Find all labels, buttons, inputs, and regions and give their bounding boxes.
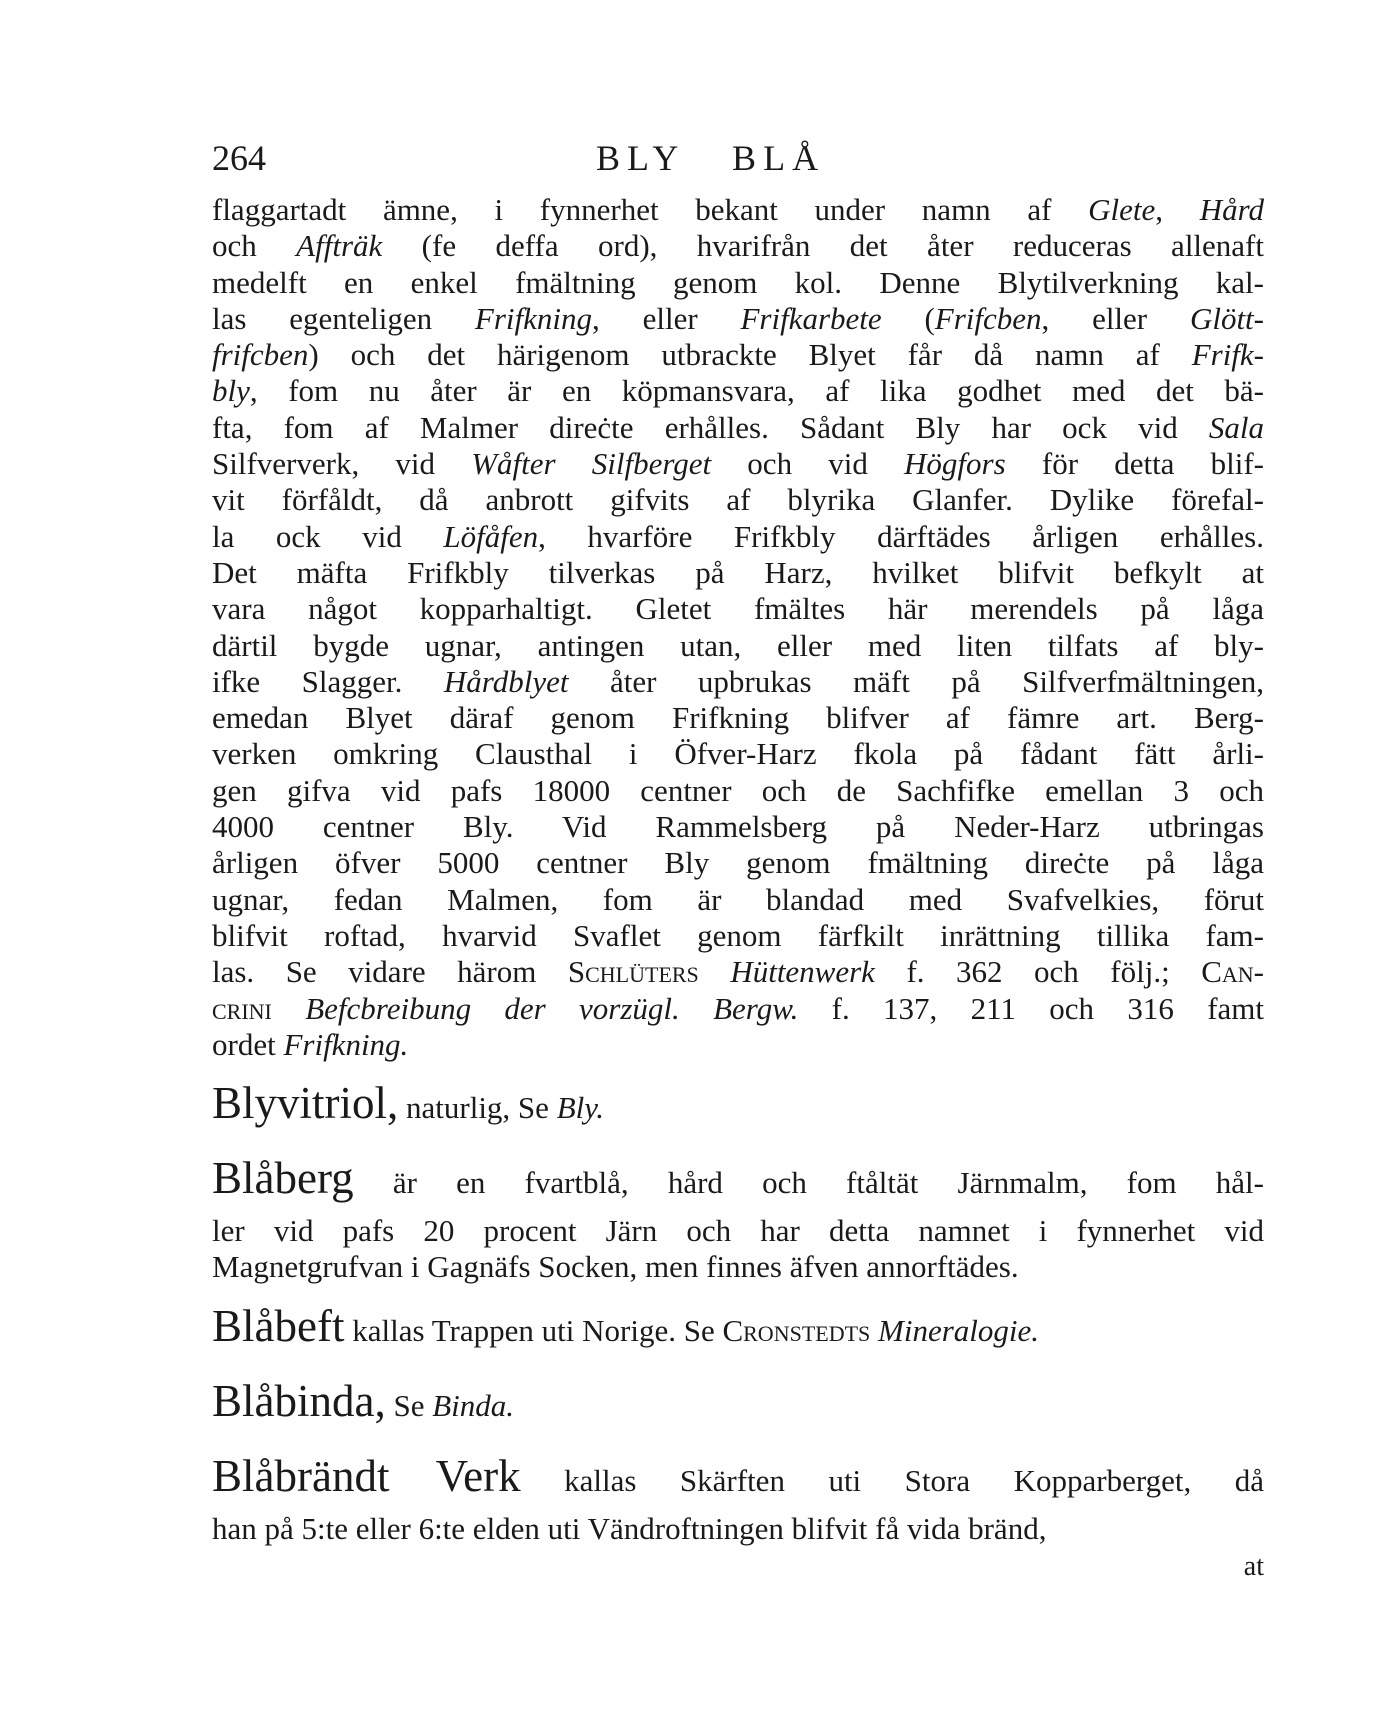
italic-term: Glete bbox=[1088, 192, 1156, 227]
text-line bbox=[212, 809, 1264, 845]
text-run bbox=[699, 954, 731, 989]
text-run: f. 362 och följ.; bbox=[874, 954, 1202, 990]
italic-term: Frifkning. bbox=[283, 1026, 409, 1062]
italic-term: Binda. bbox=[432, 1387, 515, 1423]
small-caps-name: crini bbox=[212, 990, 272, 1026]
text-run: , hvarföre Frifkbly därftädes årligen erhålles. bbox=[538, 518, 1264, 554]
text-run: och vid bbox=[711, 446, 905, 482]
text-run: , eller bbox=[592, 300, 741, 336]
italic-term: Mineralogie. bbox=[878, 1312, 1040, 1348]
italic-term: Sala bbox=[1208, 409, 1264, 445]
italic-term: frifcben bbox=[212, 337, 309, 373]
italic-term: Bly. bbox=[556, 1090, 605, 1126]
headword: Blåbeft bbox=[212, 1300, 345, 1351]
text-run: flaggartadt ämne, i fynnerhet bekant under namn af bbox=[212, 192, 1089, 227]
text-line bbox=[212, 845, 1264, 881]
text-line bbox=[212, 482, 1264, 518]
text-line bbox=[212, 882, 1264, 918]
text-run: kallas Trappen uti Norige. Se bbox=[344, 1312, 723, 1348]
italic-term: Befcbreibung der vorzügl. Bergw. bbox=[305, 990, 799, 1026]
text-line bbox=[212, 228, 1264, 264]
text-line bbox=[212, 1446, 1264, 1511]
dictionary-entry bbox=[212, 1446, 1264, 1547]
text-line bbox=[212, 1148, 1264, 1213]
italic-term: bly bbox=[212, 373, 250, 409]
text-run: vit förfåldt, då anbrott gifvits af blyrika Glanfer. Dylike förefal- bbox=[212, 482, 1264, 518]
italic-term: Frifkning bbox=[474, 300, 593, 336]
text-run: fta, fom af Malmer direċte erhålles. Sådant Bly har ock vid bbox=[212, 409, 1209, 445]
text-line bbox=[212, 736, 1264, 772]
headword: Blyvitriol, bbox=[212, 1078, 399, 1129]
italic-term: Frifkarbete bbox=[740, 300, 882, 336]
text-line bbox=[212, 773, 1264, 809]
text-run: är en fvartblå, hård och ftåltät Järnmalm, fom hål- bbox=[353, 1165, 1264, 1201]
text-run: åter upbrukas mäft på Silfverfmältningen, bbox=[568, 663, 1264, 699]
text-line bbox=[212, 446, 1264, 482]
text-run bbox=[272, 991, 305, 1026]
text-line bbox=[212, 192, 1264, 228]
text-run: ugnar, fedan Malmen, fom är blandad med Svafvelkies, förut bbox=[212, 881, 1264, 917]
text-run: kallas Skärften uti Stora Kopparberget, då bbox=[520, 1462, 1264, 1498]
text-run: och bbox=[212, 228, 297, 264]
italic-term: Löfåfen bbox=[443, 518, 539, 554]
page-header bbox=[212, 130, 1264, 186]
italic-term: Hård bbox=[1199, 192, 1265, 227]
text-run: Det mäfta Frifkbly tilverkas på Harz, hvilket blifvit befkylt at bbox=[212, 554, 1264, 590]
text-line bbox=[212, 301, 1264, 337]
text-run: för detta blif- bbox=[1005, 446, 1264, 482]
text-run: han på 5:te eller 6:te elden uti Vändroftningen blifvit få vida bränd, bbox=[212, 1510, 1047, 1546]
text-run: blifvit roftad, hvarvid Svaflet genom färfkilt inrättning tillika fam- bbox=[212, 917, 1264, 953]
text-line bbox=[212, 918, 1264, 954]
book-page bbox=[212, 130, 1264, 1585]
dictionary-entry bbox=[212, 1148, 1264, 1286]
text-line bbox=[212, 1213, 1264, 1249]
text-line bbox=[212, 1296, 1264, 1361]
text-line bbox=[212, 991, 1264, 1027]
text-run: (fe deffa ord), hvarifrån det åter reduceras allenaft bbox=[382, 228, 1264, 264]
text-run: Silfververk, vid bbox=[212, 446, 472, 482]
text-run: vara något kopparhaltigt. Gletet fmältes här merendels på låga bbox=[212, 591, 1264, 627]
headword: Blåbinda, bbox=[212, 1375, 386, 1426]
text-run: ifke Slagger. bbox=[212, 663, 444, 699]
text-line bbox=[212, 628, 1264, 664]
dictionary-entry bbox=[212, 1371, 1264, 1436]
text-line bbox=[212, 1027, 1264, 1063]
text-run: Magnetgrufvan i Gagnäfs Socken, men finnes äfven annorftädes. bbox=[212, 1249, 1019, 1285]
headword: Blåbrändt Verk bbox=[212, 1450, 521, 1501]
text-line bbox=[212, 265, 1264, 301]
text-run: , fom nu åter är en köpmansvara, af lika godhet med det bä- bbox=[249, 373, 1264, 409]
text-line bbox=[212, 373, 1264, 409]
text-line bbox=[212, 519, 1264, 555]
italic-term: Hüttenwerk bbox=[730, 954, 875, 990]
text-line bbox=[212, 1249, 1264, 1285]
small-caps-name: Can- bbox=[1201, 954, 1265, 990]
text-run: ( bbox=[881, 300, 935, 336]
page-number: 264 bbox=[212, 138, 266, 178]
text-run: verken omkring Clausthal i Öfver-Harz fkola på fådant fätt årli- bbox=[212, 736, 1264, 772]
text-line bbox=[212, 1511, 1264, 1547]
text-line bbox=[212, 410, 1264, 446]
italic-term: Glött- bbox=[1189, 300, 1264, 336]
small-caps-name: Schlüters bbox=[567, 954, 699, 990]
text-run: Se bbox=[385, 1387, 433, 1423]
text-line bbox=[212, 1371, 1264, 1436]
text-run: naturlig, Se bbox=[398, 1090, 557, 1126]
italic-term: Högfors bbox=[904, 446, 1006, 482]
dictionary-entry bbox=[212, 1073, 1264, 1138]
italic-term: Hårdblyet bbox=[443, 663, 569, 699]
text-run: la ock vid bbox=[212, 518, 444, 554]
text-run: las egenteligen bbox=[212, 300, 475, 336]
text-run: las. Se vidare härom bbox=[212, 954, 568, 990]
continued-entry-text bbox=[212, 192, 1264, 1063]
dictionary-entries bbox=[212, 1073, 1264, 1547]
text-line bbox=[212, 1073, 1264, 1138]
text-line bbox=[212, 337, 1264, 373]
text-run: f. 137, 211 och 316 famt bbox=[798, 990, 1264, 1026]
italic-term: Affträk bbox=[296, 228, 383, 264]
headword: Blåberg bbox=[212, 1153, 354, 1204]
small-caps-name: Cronstedts bbox=[722, 1312, 871, 1348]
text-run: , bbox=[1155, 192, 1200, 227]
italic-term: Wåfter Silfberget bbox=[471, 446, 712, 482]
text-run: ler vid pafs 20 procent Järn och har detta namnet i fynnerhet vid bbox=[212, 1213, 1264, 1249]
text-run: årligen öfver 5000 centner Bly genom fmältning direċte på låga bbox=[212, 845, 1264, 881]
italic-term: Frifcben bbox=[934, 300, 1042, 336]
dictionary-entry bbox=[212, 1296, 1264, 1361]
text-run: , eller bbox=[1041, 300, 1190, 336]
text-line bbox=[212, 700, 1264, 736]
text-run: emedan Blyet däraf genom Frifkning blifver af fämre art. Berg- bbox=[212, 700, 1264, 736]
text-run: 4000 centner Bly. Vid Rammelsberg på Neder-Harz utbringas bbox=[212, 809, 1264, 845]
text-line bbox=[212, 664, 1264, 700]
catchword: at bbox=[1243, 1551, 1264, 1583]
text-run: gen gifva vid pafs 18000 centner och de Sachfifke emellan 3 och bbox=[212, 772, 1264, 808]
text-line bbox=[212, 954, 1264, 990]
text-line bbox=[212, 555, 1264, 591]
italic-term: Frifk- bbox=[1191, 337, 1264, 373]
running-head: BLY BLÅ bbox=[596, 138, 826, 178]
text-run bbox=[870, 1313, 878, 1348]
text-run: därtil bygde ugnar, antingen utan, eller med liten tilfats af bly- bbox=[212, 627, 1264, 663]
text-run: ordet bbox=[212, 1026, 284, 1062]
text-run: medelft en enkel fmältning genom kol. Denne Blytilverkning kal- bbox=[212, 264, 1264, 300]
text-run: ) och det härigenom utbrackte Blyet får då namn af bbox=[308, 337, 1192, 373]
text-line bbox=[212, 591, 1264, 627]
